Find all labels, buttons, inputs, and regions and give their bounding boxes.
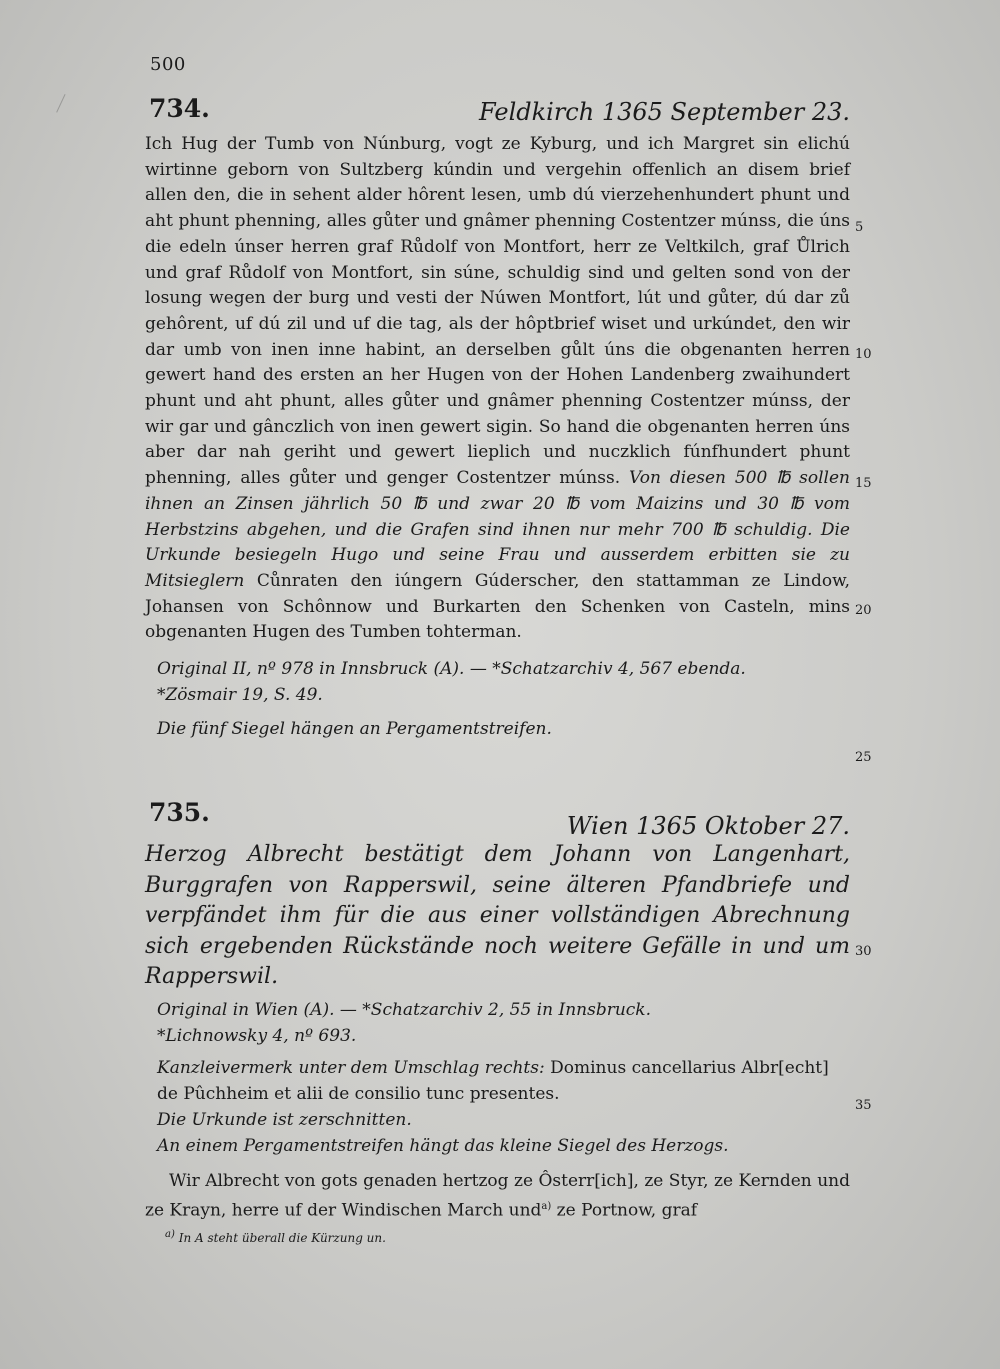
footnote-mark: a) bbox=[165, 1228, 175, 1240]
entry-place-date: Wien 1365 Oktober 27. bbox=[566, 812, 850, 840]
footnote-text: In A steht überall die Kürzung un. bbox=[178, 1230, 386, 1245]
charter-text-original-end: Cůnraten den iúngern Gúderscher, den stattamman ze Lindow, Johansen von Schônnow und Burkarten den Schenken von Casteln, mins obgenanten Hugen des Tumben tohterman. bbox=[145, 570, 851, 643]
line-number: 25 bbox=[855, 750, 872, 765]
footnote-mark: a) bbox=[541, 1201, 552, 1213]
entry-734 bbox=[145, 94, 850, 742]
footnote bbox=[165, 1229, 850, 1245]
chancery-note-text: Dominus cancellarius Albr[echt] de Pûchheim et alii de consilio tunc presentes. bbox=[157, 1057, 829, 1104]
line-number: 30 bbox=[855, 944, 872, 959]
page-mark bbox=[56, 94, 73, 116]
entry-place-date: Feldkirch 1365 September 23. bbox=[479, 98, 850, 126]
charter-text-original: Ich Hug der Tumb von Núnburg, vogt ze Kyburg, und ich Margret sin elichú wirtinne geborn von Sultzberg kúndin und vergehin offenlich an disem brief allen den, die in sehent alder hôrent lesen, umb dú vierzehenhundert phunt und aht phunt phenning, alles gůter und gnâmer phenning Costentzer múnss, die úns die edeln únser herren graf Růdolf von Montfort, herr ze Veltkilch, graf Ůlrich und graf Růdolf von Montfort, sin súne, schuldig sind und gelten sond von der losung wegen der burg und vesti der Núwen Montfort, lút und gůter, dú dar zů gehôrent, uf dú zil und uf die tag, als der hôptbrief wiset und urkúndet, den wir dar umb von inen inne habint, an derselben gůlt úns die obgenanten herren gewert hand des ersten an her Hugen von der Hohen Landenberg zwaihundert phunt und aht phunt, alles gůter und gnâmer phenning Costentzer múnss, der wir gar und gânczlich von inen gewert sigin. So hand die obgenanten herren úns aber dar nah geriht und gewert lieplich und nuczklich fúnfhundert phunt phenning, alles gůter und genger Costentzer múnss. bbox=[145, 134, 850, 489]
edition-note: *Lichnowsky 4, nº 693. bbox=[157, 1025, 357, 1046]
charter-summary: Von diesen 500 ℔ sollen ihnen an Zinsen jährlich 50 ℔ und zwar 20 ℔ vom Maizins und 30 ℔ vom Herbstzins abgehen, und die Grafen sind ihnen nur mehr 700 ℔ schuldig. Die Urkunde besiegeln Hugo und seine Frau und ausserdem erbitten sie zu Mitsieglern bbox=[145, 468, 850, 591]
regest: Herzog Albrecht bestätigt dem Johann von Langenhart, Burggrafen von Rapperswil, seine älteren Pfandbriefe und verpfändet ihm für die aus einer vollständigen Abrechnung sich ergebenden Rückstände noch weitere Gefälle in und um Rapperswil. bbox=[145, 842, 850, 989]
charter-text-end: ze Portnow, graf bbox=[551, 1200, 698, 1221]
entry-number: 734. bbox=[149, 94, 210, 123]
chancery-note bbox=[157, 1055, 850, 1107]
entry-header bbox=[145, 94, 850, 132]
charter-text bbox=[145, 1169, 850, 1225]
archive-note: Original in Wien (A). — *Schatzarchiv 2, 55 in Innsbruck. bbox=[157, 999, 651, 1020]
seal-note: Die fünf Siegel hängen an Pergamentstreifen. bbox=[157, 719, 552, 740]
charter-text bbox=[145, 132, 850, 646]
entry-header bbox=[145, 798, 850, 840]
chancery-note-label: Kanzleivermerk unter dem Umschlag rechts: bbox=[157, 1057, 545, 1078]
edition-note: *Zösmair 19, S. 49. bbox=[157, 685, 323, 706]
line-number: 35 bbox=[855, 1098, 872, 1113]
archive-note: Original II, nº 978 in Innsbruck (A). — *Schatzarchiv 4, 567 ebenda. bbox=[157, 659, 746, 680]
page-number: 500 bbox=[150, 54, 186, 75]
seal-note: An einem Pergamentstreifen hängt das kleine Siegel des Herzogs. bbox=[157, 1135, 729, 1156]
entry-number: 735. bbox=[149, 798, 210, 827]
entry-735 bbox=[145, 798, 850, 1245]
line-number: 20 bbox=[855, 603, 872, 618]
line-number: 15 bbox=[855, 476, 872, 491]
line-number: 10 bbox=[855, 347, 872, 362]
condition-note: Die Urkunde ist zerschnitten. bbox=[157, 1109, 412, 1130]
charter-text-start: Wir Albrecht von gots genaden hertzog ze Ôsterr[ich], ze Styr, ze Kernden und ze Krayn, herre uf der Windischen March und bbox=[145, 1170, 850, 1221]
line-number: 5 bbox=[855, 220, 864, 235]
